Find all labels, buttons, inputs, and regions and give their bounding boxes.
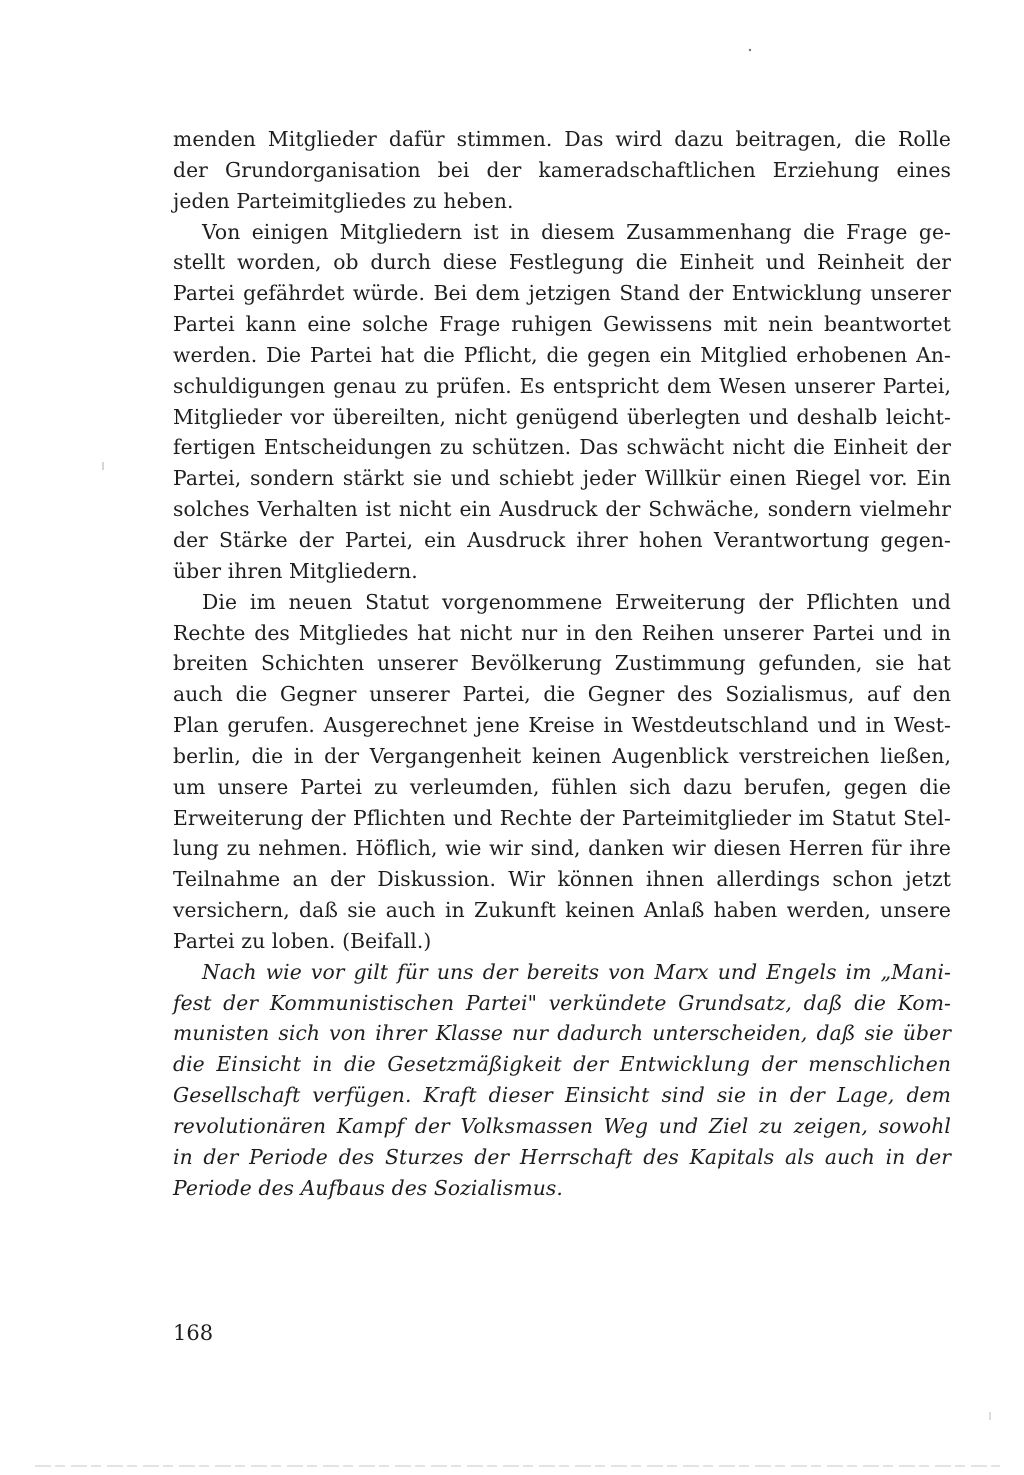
text-line: Rechte des Mitgliedes hat nicht nur in den Reihen unserer Partei und in [173,620,951,645]
text-line: auch die Gegner unserer Partei, die Gegner des Sozialismus, auf den [173,682,951,707]
text-line: Teilnahme an der Diskussion. Wir können ihnen allerdings schon jetzt [173,867,951,892]
text-line: Von einigen Mitgliedern ist in diesem Zusammenhang die Frage ge- [202,219,951,244]
paragraph [173,587,951,957]
text-line: Mitglieder vor übereilten, nicht genügend überlegten und deshalb leicht- [173,404,951,429]
text-line: Nach wie vor gilt für uns der bereits von Marx und Engels im „Mani- [202,959,951,984]
text-line: der Grundorganisation bei der kameradschaftlichen Erziehung eines [173,157,951,182]
text-line: Partei, sondern stärkt sie und schiebt jeder Willkür einen Riegel vor. Ein [173,466,951,491]
text-line: berlin, die in der Vergangenheit keinen Augenblick verstreichen ließen, [173,743,951,768]
text-line: solches Verhalten ist nicht ein Ausdruck der Schwäche, sondern vielmehr [173,497,951,522]
text-line: lung zu nehmen. Höflich, wie wir sind, danken wir diesen Herren für ihre [173,836,951,861]
text-line: Partei gefährdet würde. Bei dem jetzigen Stand der Entwicklung unserer [173,281,951,306]
paragraph [173,217,951,587]
text-line: werden. Die Partei hat die Pflicht, die gegen ein Mitglied erhobenen An- [173,342,951,367]
page-number: 168 [173,1321,214,1345]
text-line: munisten sich von ihrer Klasse nur dadurch unterscheiden, daß sie über [173,1021,951,1046]
text-line: jeden Parteimitgliedes zu heben. [173,188,514,213]
text-line: stellt worden, ob durch diese Festlegung die Einheit und Reinheit der [173,250,951,275]
text-line: die Einsicht in die Gesetzmäßigkeit der Entwicklung der menschlichen [173,1052,951,1077]
text-line: breiten Schichten unserer Bevölkerung Zustimmung gefunden, sie hat [173,651,951,676]
text-line: um unsere Partei zu verleumden, fühlen sich dazu berufen, gegen die [173,774,951,799]
body-text [173,124,951,1204]
text-line: fest der Kommunistischen Partei" verkündete Grundsatz, daß die Kom- [173,990,951,1015]
paragraph [173,124,951,217]
paragraph [173,957,951,1204]
text-line: Gesellschaft verfügen. Kraft dieser Einsicht sind sie in der Lage, dem [173,1083,951,1108]
text-line: menden Mitglieder dafür stimmen. Das wird dazu beitragen, die Rolle [173,127,951,151]
text-line: versichern, daß sie auch in Zukunft keinen Anlaß haben werden, unsere [173,898,951,923]
text-line: Partei zu loben. (Beifall.) [173,928,432,953]
text-line: Periode des Aufbaus des Sozialismus. [173,1175,563,1200]
text-line: Die im neuen Statut vorgenommene Erweiterung der Pflichten und [202,589,951,614]
dust-speck [749,49,751,51]
text-line: Plan gerufen. Ausgerechnet jene Kreise in Westdeutschland und in West- [173,713,951,738]
text-line: fertigen Entscheidungen zu schützen. Das schwächt nicht die Einheit der [173,435,951,460]
text-line: schuldigungen genau zu prüfen. Es entspricht dem Wesen unserer Partei, [173,373,951,398]
text-line: revolutionären Kampf der Volksmassen Weg und Ziel zu zeigen, sowohl [173,1114,951,1138]
text-line: in der Periode des Sturzes der Herrschaft des Kapitals als auch in der [173,1144,951,1169]
text-line: Erweiterung der Pflichten und Rechte der Parteimitglieder im Statut Stel- [173,805,951,830]
text-line: über ihren Mitgliedern. [173,558,418,583]
text-line: Partei kann eine solche Frage ruhigen Gewissens mit nein beantwortet [173,312,951,337]
text-line: der Stärke der Partei, ein Ausdruck ihrer hohen Verantwortung gegen- [173,527,951,552]
